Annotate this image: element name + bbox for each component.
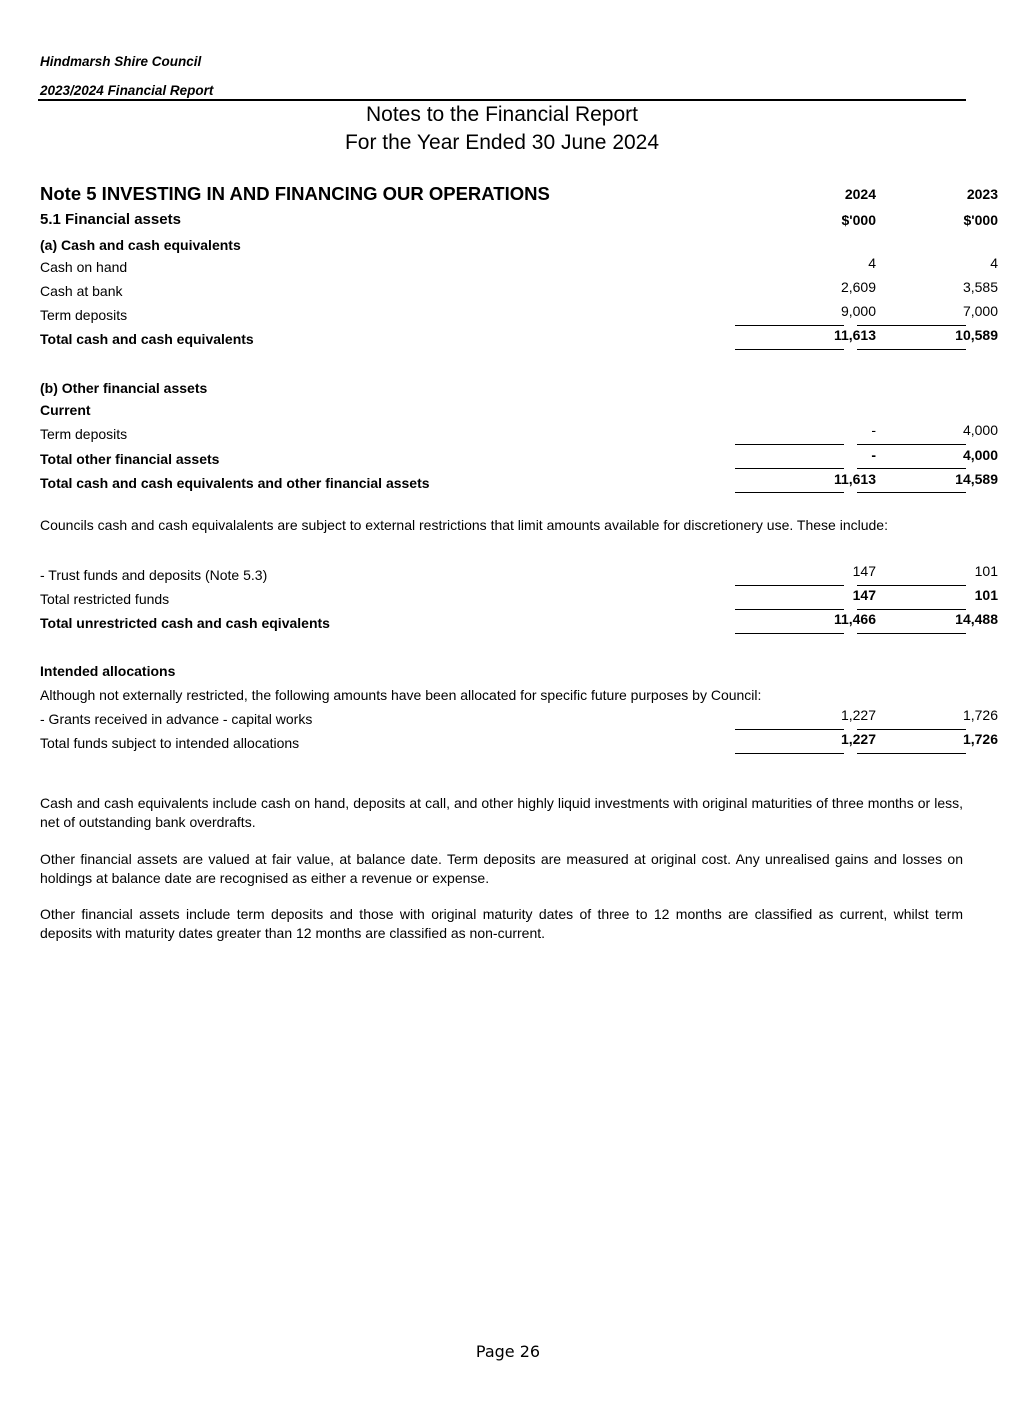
- row-label: Term deposits: [40, 307, 128, 323]
- page-number: Page 26: [475, 1342, 541, 1361]
- total-value-2023: 10,589: [955, 327, 998, 343]
- total-value-2024: 11,613: [833, 327, 876, 343]
- total-label: Total cash and cash equivalents: [40, 331, 254, 347]
- row-value-2023: 7,000: [962, 303, 998, 319]
- subtotal-rule: [857, 585, 966, 586]
- subtotal-rule: [735, 585, 844, 586]
- note-title: Note 5 INVESTING IN AND FINANCING OUR OPERATIONS: [40, 183, 550, 204]
- paragraph: Other financial assets include term deposits and those with original maturity dates of three to 12 months are classified as current, whilst term deposits with maturity dates greater than 12 months are classified as non-current.: [40, 906, 963, 941]
- total-value-2024: 1,227: [840, 731, 876, 747]
- section-b-heading-row: [40, 380, 966, 402]
- subtotal-rule: [735, 468, 844, 469]
- year-current: 2024: [844, 186, 876, 202]
- table-row: [40, 279, 998, 305]
- unrestricted-value-2023: 14,488: [955, 611, 998, 627]
- organisation-name: Hindmarsh Shire Council: [40, 54, 202, 69]
- header-rule: [38, 99, 966, 101]
- section-b-subheading: Current: [40, 402, 91, 418]
- total-label: Total restricted funds: [40, 591, 170, 607]
- grand-total-row: [40, 471, 998, 497]
- unit-current: $'000: [841, 212, 876, 228]
- total-value-2023: 101: [974, 587, 998, 603]
- row-value-2023: 101: [974, 563, 998, 579]
- allocations-heading: Intended allocations: [40, 663, 176, 679]
- subtotal-rule: [735, 609, 844, 610]
- section-subtitle: 5.1 Financial assets: [40, 211, 181, 228]
- total-rule: [735, 753, 844, 754]
- row-value-2023: 4: [990, 255, 998, 271]
- total-rule: [857, 349, 966, 350]
- total-value-2023: 1,726: [962, 731, 998, 747]
- total-rule: [735, 492, 844, 493]
- row-value-2023: 1,726: [962, 707, 998, 723]
- unrestricted-value-2024: 11,466: [833, 611, 876, 627]
- total-row: [40, 447, 998, 473]
- allocations-heading-row: [40, 663, 966, 685]
- grand-total-value-2023: 14,589: [955, 471, 998, 487]
- total-rule: [735, 633, 844, 634]
- subtotal-rule: [857, 729, 966, 730]
- subtitle-row: [40, 211, 998, 233]
- total-rule: [735, 349, 844, 350]
- row-value-2023: 3,585: [962, 279, 998, 295]
- subtotal-rule: [735, 444, 844, 445]
- total-value-2024: 147: [852, 587, 876, 603]
- paragraph: Other financial assets are valued at fair value, at balance date. Term deposits are measured at original cost. Any unrealised gains and losses on holdings at balance date are recognised as either a revenue or expense.: [40, 851, 963, 886]
- table-row: [40, 255, 998, 281]
- unrestricted-label: Total unrestricted cash and cash eqivalents: [40, 615, 330, 631]
- subtotal-rule: [857, 325, 966, 326]
- section-a-heading: (a) Cash and cash equivalents: [40, 237, 241, 253]
- allocations-intro: Although not externally restricted, the following amounts have been allocated for specific future purposes by Council:: [40, 687, 762, 703]
- grand-total-value-2024: 11,613: [833, 471, 876, 487]
- row-value-2024: 147: [852, 563, 876, 579]
- row-label: Cash at bank: [40, 283, 123, 299]
- subtotal-rule: [857, 609, 966, 610]
- page-title: Notes to the Financial Report: [366, 103, 638, 126]
- total-value-2024: -: [871, 447, 876, 463]
- unit-prior: $'000: [963, 212, 998, 228]
- grand-total-label: Total cash and cash equivalents and other financial assets: [40, 475, 430, 491]
- row-value-2024: 2,609: [840, 279, 876, 295]
- subtotal-rule: [735, 325, 844, 326]
- row-label: - Trust funds and deposits (Note 5.3): [40, 567, 268, 583]
- total-label: Total other financial assets: [40, 451, 220, 467]
- allocations-intro-row: [40, 687, 966, 709]
- total-rule: [857, 753, 966, 754]
- row-value-2024: -: [871, 422, 876, 438]
- total-rule: [857, 633, 966, 634]
- row-value-2024: 4: [868, 255, 876, 271]
- row-value-2024: 1,227: [840, 707, 876, 723]
- paragraph: Cash and cash equivalents include cash on hand, deposits at call, and other highly liquid investments with original maturities of three months or less, net of outstanding bank overdrafts.: [40, 795, 963, 830]
- row-label: Term deposits: [40, 426, 128, 442]
- subtotal-rule: [735, 729, 844, 730]
- section-b-heading: (b) Other financial assets: [40, 380, 208, 396]
- total-rule: [857, 492, 966, 493]
- row-label: Cash on hand: [40, 259, 128, 275]
- section-b-subheading-row: [40, 402, 966, 424]
- year-prior: 2023: [966, 186, 998, 202]
- total-value-2023: 4,000: [962, 447, 998, 463]
- total-label: Total funds subject to intended allocations: [40, 735, 300, 751]
- row-value-2024: 9,000: [840, 303, 876, 319]
- restrictions-intro: Councils cash and cash equivalalents are subject to external restrictions that limit amounts available for discretionery use. These include:: [40, 517, 888, 533]
- subtotal-rule: [857, 468, 966, 469]
- report-name: 2023/2024 Financial Report: [40, 83, 214, 98]
- row-label: - Grants received in advance - capital works: [40, 711, 313, 727]
- subtotal-rule: [857, 444, 966, 445]
- year-header-row: [40, 186, 998, 212]
- row-value-2023: 4,000: [962, 422, 998, 438]
- page-subtitle: For the Year Ended 30 June 2024: [344, 131, 660, 154]
